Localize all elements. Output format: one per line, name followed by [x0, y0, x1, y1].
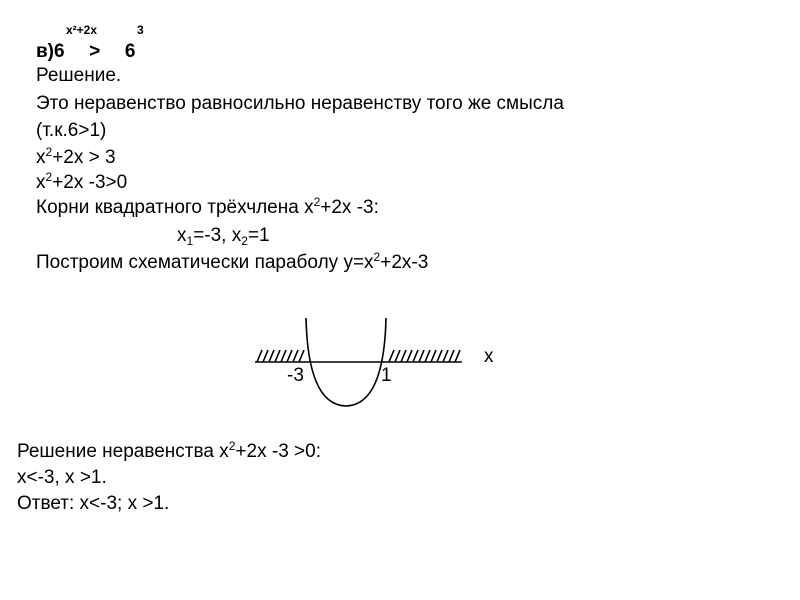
answer-line-1 — [17, 440, 321, 464]
answer-line-1-text: Решение неравенства x — [17, 441, 229, 462]
root-1-index: 1 — [186, 234, 194, 248]
hatch-right — [389, 350, 460, 362]
answer-line-1-tail: +2x -3 >0: — [235, 441, 321, 462]
solution-title: Решение. — [36, 65, 122, 86]
step-2-rest: +2x -3>0 — [52, 172, 128, 193]
answer-line-1-power: 2 — [228, 439, 236, 453]
inequality-sign: > — [89, 41, 101, 62]
left-exponent: x²+2x — [66, 23, 98, 37]
hatch-left — [257, 350, 304, 362]
step-1-rest: +2x > 3 — [52, 147, 116, 168]
step-2-power: 2 — [45, 170, 53, 184]
answer-final: Ответ: x<-3; x >1. — [17, 493, 170, 514]
parabola-line-tail: +2x-3 — [380, 252, 429, 273]
root-2-value: =1 — [247, 225, 270, 246]
roots-heading-power: 2 — [313, 195, 321, 209]
parabola-line-text: Построим схематически параболу y=x — [36, 252, 374, 273]
answer-line-2: x<-3, x >1. — [17, 467, 107, 488]
root-1-value: =-3, x — [193, 225, 242, 246]
step-1-var: x — [36, 147, 46, 168]
parabola-line-power: 2 — [373, 250, 381, 264]
step-1-power: 2 — [45, 145, 53, 159]
explanation-line-2: (т.к.6>1) — [36, 120, 107, 141]
explanation-line-1: Это неравенство равносильно неравенству того же смысла — [36, 93, 564, 114]
x-axis-label: x — [484, 346, 494, 367]
right-base: 6 — [124, 41, 136, 62]
root-2-index: 2 — [241, 234, 248, 248]
item-label: в) — [36, 41, 55, 62]
roots-heading-tail: +2x -3: — [320, 197, 379, 218]
root-1-var: x — [177, 225, 187, 246]
left-base: 6 — [54, 41, 65, 62]
step-2-var: x — [36, 172, 46, 193]
right-exponent: 3 — [137, 23, 144, 37]
root-right-label: 1 — [381, 365, 392, 386]
root-left-label: -3 — [287, 365, 304, 386]
roots-heading-text: Корни квадратного трёхчлена x — [36, 197, 314, 218]
